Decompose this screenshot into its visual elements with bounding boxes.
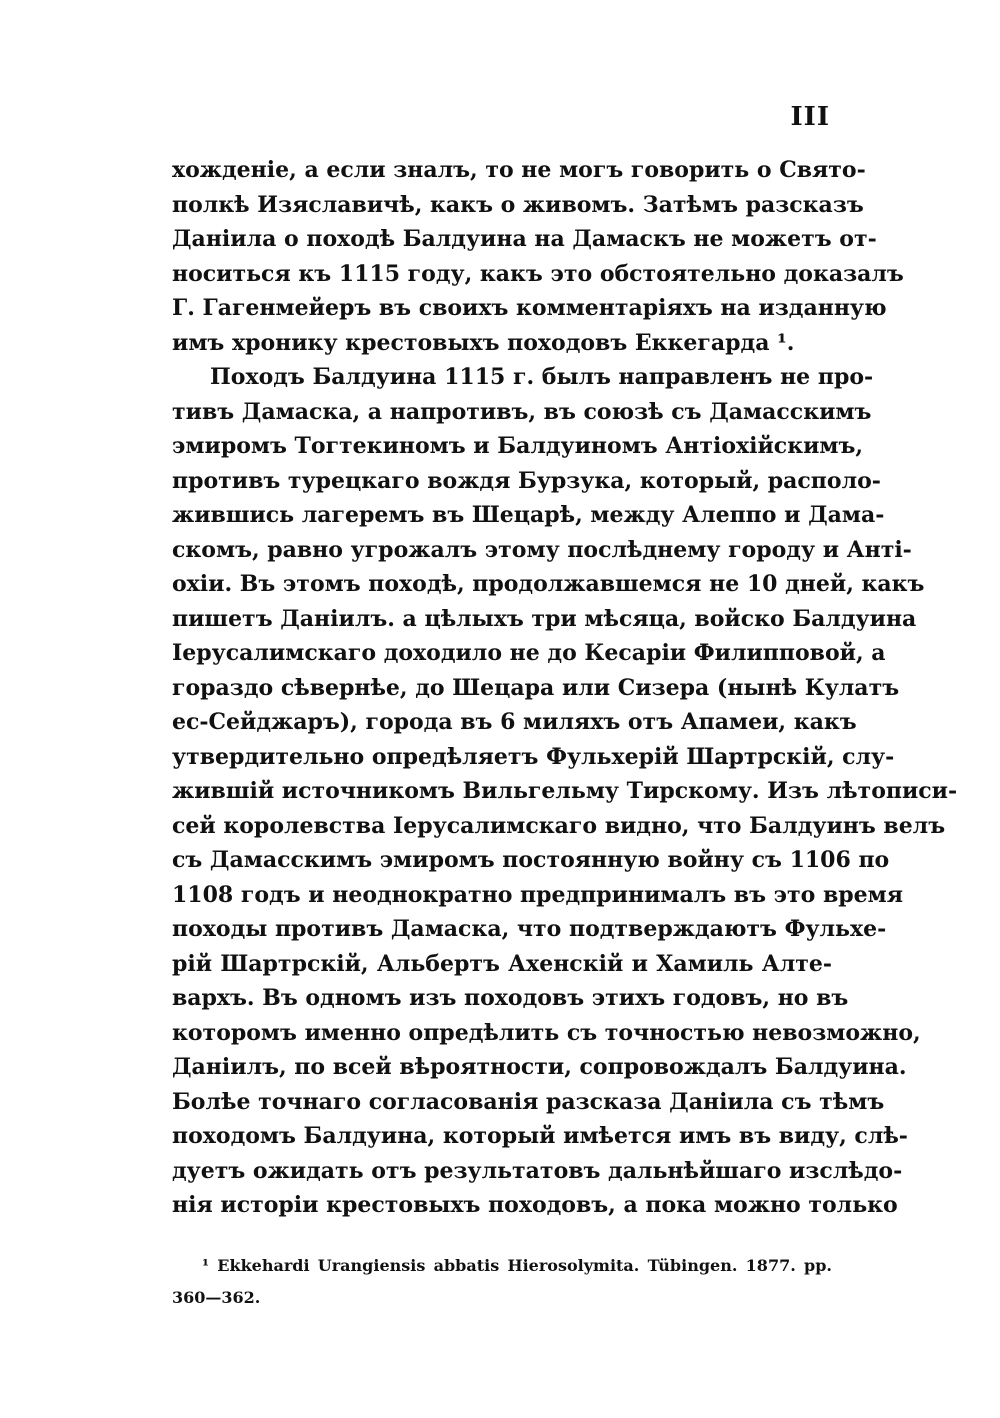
page-number: III (790, 102, 830, 132)
text-line: носиться къ 1115 году, какъ это обстоятельно доказалъ (172, 260, 904, 287)
text-line: Іерусалимскаго доходило не до Кесаріи Филипповой, а (172, 640, 886, 666)
text-line: которомъ именно опредѣлить съ точностью невозможно, (172, 1019, 921, 1046)
footnote-line: ¹ Ekkehardi Urangiensis abbatis Hierosolymita. Tübingen. 1877. pp. (202, 1256, 832, 1275)
text-line: Походъ Балдуина 1115 г. былъ направленъ не про- (210, 364, 874, 390)
text-line: Даніила о походѣ Балдуина на Дамаскъ не можетъ от- (172, 226, 877, 252)
text-line: дуетъ ожидать отъ результатовъ дальнѣйшаго изслѣдо- (172, 1157, 903, 1184)
text-line: хожденіе, а если зналъ, то не могъ говорить о Свято- (172, 157, 866, 183)
text-line: Болѣе точнаго согласованія разсказа Даніила съ тѣмъ (172, 1088, 885, 1115)
text-line: 1108 годъ и неоднократно предпринималъ въ это время (172, 881, 904, 908)
text-line: гораздо сѣвернѣе, до Шецара или Сизера (нынѣ Кулатъ (172, 674, 900, 701)
text-line: пишетъ Даніилъ. а цѣлыхъ три мѣсяца, войско Балдуина (172, 605, 917, 632)
text-line: охіи. Въ этомъ походѣ, продолжавшемся не 10 дней, какъ (172, 571, 925, 597)
text-line: рій Шартрскій, Альбертъ Ахенскій и Хамиль Алте- (172, 950, 832, 977)
text-line: походомъ Балдуина, который имѣется имъ въ виду, слѣ- (172, 1123, 908, 1149)
text-line: сей королевства Іерусалимскаго видно, что Балдуинъ велъ (172, 812, 946, 839)
text-line: скомъ, равно угрожалъ этому послѣднему городу и Анті- (172, 536, 912, 563)
body-text (172, 153, 958, 1223)
footnote-line: 360—362. (172, 1288, 261, 1307)
text-line: полкѣ Изяславичѣ, какъ о живомъ. Затѣмъ разсказъ (172, 191, 864, 218)
text-line: эмиромъ Тогтекиномъ и Балдуиномъ Антіохійскимъ, (172, 433, 864, 459)
text-line: жившій источникомъ Вильгельму Тирскому. Изъ лѣтописи- (172, 778, 958, 804)
text-line: походы противъ Дамаска, что подтверждаютъ Фульхе- (172, 916, 887, 942)
text-line: противъ турецкаго вождя Бурзука, который, располо- (172, 467, 881, 494)
text-line: жившись лагеремъ въ Шецарѣ, между Алеппо и Дама- (172, 502, 885, 528)
text-line: ес-Сейджаръ), города въ 6 миляхъ отъ Апамеи, какъ (172, 709, 857, 735)
footnote (172, 1250, 832, 1314)
text-line: тивъ Дамаска, а напротивъ, въ союзѣ съ Дамасскимъ (172, 398, 872, 425)
text-line: съ Дамасскимъ эмиромъ постоянную войну съ 1106 по (172, 847, 890, 873)
text-line: имъ хронику крестовыхъ походовъ Еккегарда ¹. (172, 329, 795, 356)
text-line: Г. Гагенмейеръ въ своихъ комментаріяхъ на изданную (172, 295, 887, 321)
text-line: утвердительно опредѣляетъ Фульхерій Шартрскій, слу- (172, 743, 895, 770)
text-line: нія исторіи крестовыхъ походовъ, а пока можно только (172, 1192, 898, 1218)
text-line: вархъ. Въ одномъ изъ походовъ этихъ годовъ, но въ (172, 985, 849, 1011)
text-line: Даніилъ, по всей вѣроятности, сопровождалъ Балдуина. (172, 1054, 907, 1080)
